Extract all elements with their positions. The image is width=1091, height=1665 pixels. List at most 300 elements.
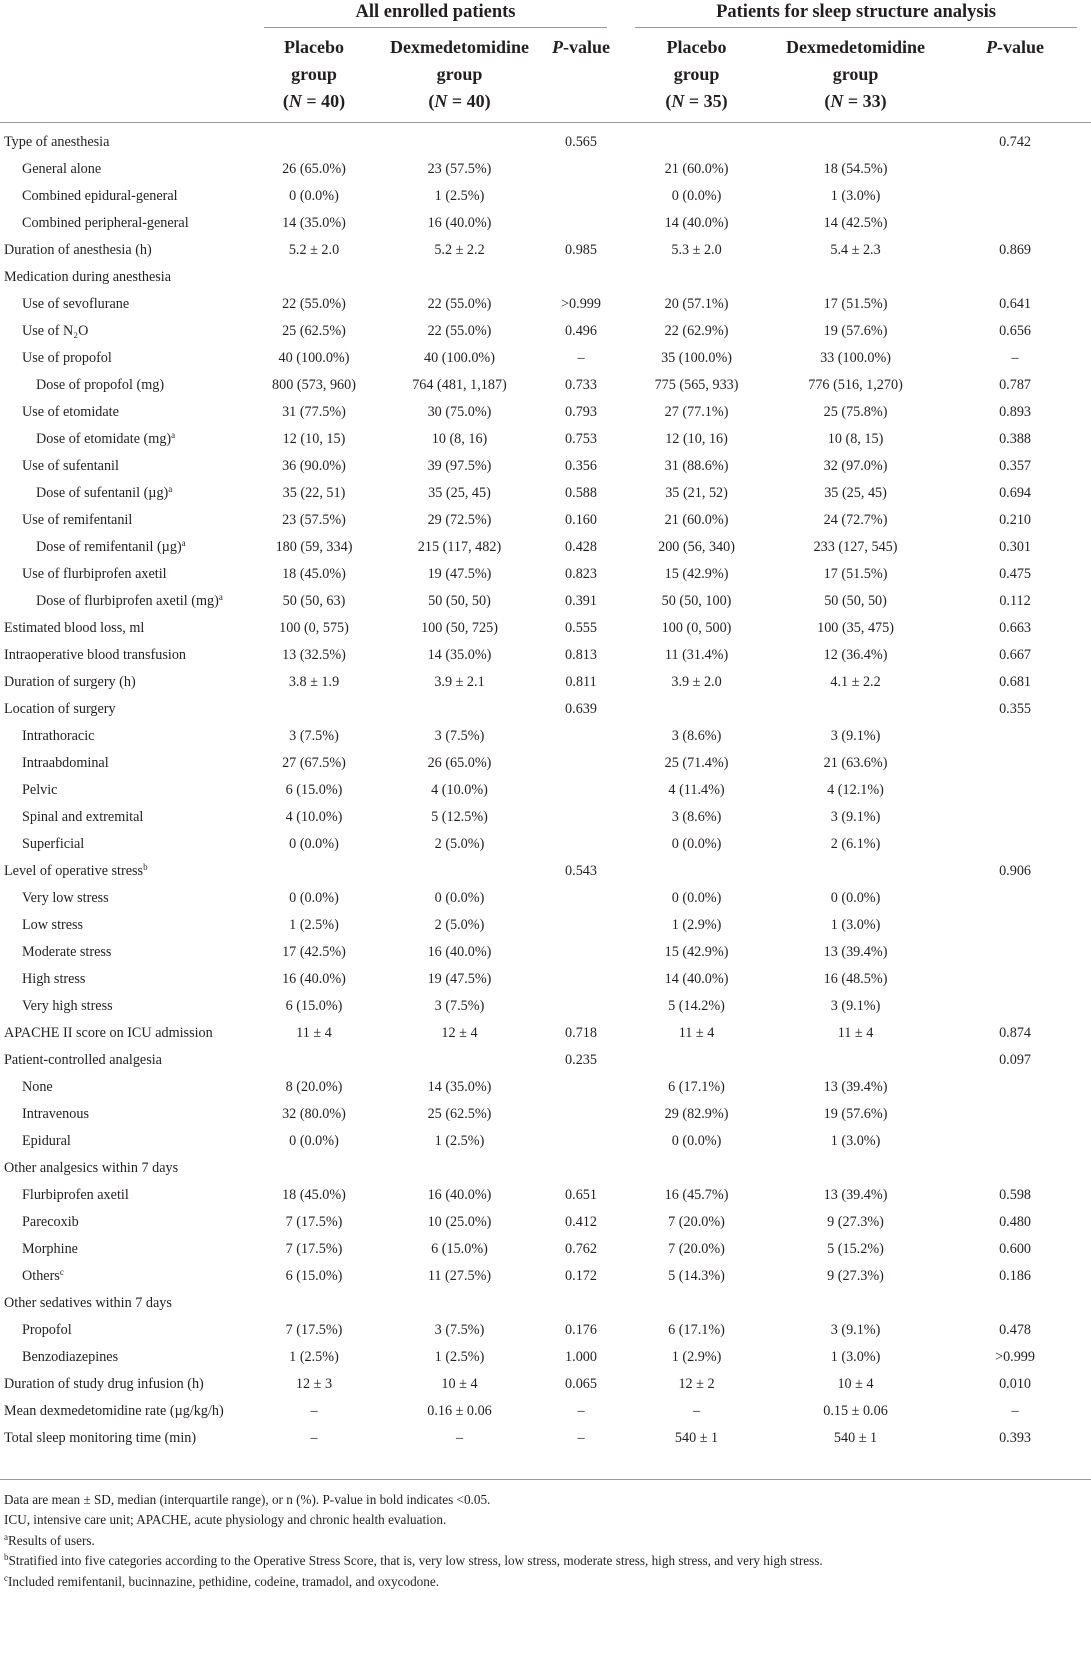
- row-label-footnote-marker: a: [171, 430, 176, 440]
- table-cell: 12 ± 2: [678, 1376, 715, 1392]
- table-cell: 35 (25, 45): [824, 485, 887, 501]
- table-cell: 16 (45.7%): [664, 1187, 729, 1203]
- table-cell: 18 (45.0%): [282, 1187, 346, 1203]
- row-label: [0, 123, 250, 157]
- table-cell: 100 (50, 725): [421, 620, 498, 636]
- row-label: [0, 1425, 250, 1452]
- table-cell: –: [577, 1403, 585, 1419]
- row-label: [0, 1074, 250, 1101]
- table-cell: 0.112: [999, 593, 1031, 609]
- table-cell: 11 ± 4: [678, 1025, 715, 1041]
- table-row: [0, 123, 1091, 157]
- table-cell: 22 (55.0%): [427, 323, 492, 339]
- row-label: [0, 885, 250, 912]
- row-label-text: Duration of anesthesia (h): [4, 242, 152, 258]
- table-row: [0, 939, 1091, 966]
- table-cell: 0.097: [999, 1052, 1031, 1068]
- row-label: [0, 1317, 250, 1344]
- table-cell: 0.823: [565, 566, 597, 582]
- table-cell: 5 (15.2%): [827, 1241, 884, 1257]
- table-cell: 19 (47.5%): [427, 566, 492, 582]
- table-row: [0, 1155, 1091, 1182]
- row-label-footnote-marker: c: [59, 1267, 64, 1277]
- table-cell: 5 (12.5%): [431, 809, 488, 825]
- table-cell: 0.641: [999, 296, 1031, 312]
- table-cell: 7 (20.0%): [668, 1214, 725, 1230]
- table-cell: 23 (57.5%): [427, 161, 492, 177]
- table-cell: 3 (9.1%): [830, 1322, 881, 1338]
- row-label-text: Very high stress: [22, 998, 113, 1014]
- row-label: [0, 345, 250, 372]
- row-label-text: Spinal and extremital: [22, 809, 144, 825]
- row-label: [0, 534, 250, 561]
- column-header-line: (N = 33): [824, 91, 887, 111]
- table-row: [0, 1128, 1091, 1155]
- table-cell: 21 (60.0%): [664, 512, 729, 528]
- row-label-text: Use of N₂O: [22, 323, 89, 339]
- table-cell: 1 (3.0%): [830, 188, 881, 204]
- table-cell: 7 (17.5%): [285, 1322, 343, 1338]
- table-cell: 0.787: [999, 377, 1031, 393]
- column-header-p: P: [552, 37, 564, 57]
- table-cell: 2 (5.0%): [434, 917, 485, 933]
- footnote: [4, 1510, 1091, 1530]
- table-row: [0, 777, 1091, 804]
- table-row: [0, 1317, 1091, 1344]
- table-cell: 0.480: [999, 1214, 1031, 1230]
- table-cell: [939, 183, 1091, 210]
- row-label: [0, 372, 250, 399]
- table-cell: 0.985: [565, 242, 597, 258]
- table-row: [0, 345, 1091, 372]
- table-cell: 12 (10, 15): [282, 431, 346, 447]
- row-label: [0, 804, 250, 831]
- row-label-text: Medication during anesthesia: [4, 269, 172, 285]
- table-cell: 6 (15.0%): [285, 1268, 343, 1284]
- table-row: [0, 1371, 1091, 1398]
- table-cell: [250, 1155, 378, 1182]
- table-cell: 6 (17.1%): [668, 1079, 725, 1095]
- table-cell: 0.906: [999, 863, 1031, 879]
- table-cell: 0.733: [565, 377, 597, 393]
- table-cell: 21 (63.6%): [823, 755, 888, 771]
- table-cell: 0 (0.0%): [289, 188, 339, 204]
- row-label: [0, 1155, 250, 1182]
- table-cell: [939, 939, 1091, 966]
- row-label-text: Very low stress: [22, 890, 109, 906]
- row-label: [0, 696, 250, 723]
- table-cell: –: [310, 1403, 318, 1419]
- table-cell: [541, 966, 621, 993]
- table-row: [0, 1209, 1091, 1236]
- table-cell: 15 (42.9%): [664, 566, 729, 582]
- table-row: [0, 723, 1091, 750]
- row-label-text: Combined peripheral-general: [22, 215, 189, 231]
- row-label-text: Total sleep monitoring time (min): [4, 1430, 197, 1446]
- row-label-text: Use of propofol: [22, 350, 112, 366]
- table-cell: 0 (0.0%): [671, 1133, 722, 1149]
- row-label: [0, 831, 250, 858]
- row-label-text: General alone: [22, 161, 102, 177]
- row-label-text: Intraoperative blood transfusion: [4, 647, 187, 663]
- table-cell: [250, 1047, 378, 1074]
- table-cell: 0.651: [565, 1187, 597, 1203]
- table-cell: 1 (2.5%): [434, 1349, 485, 1365]
- table-row: [0, 1290, 1091, 1317]
- row-label: [0, 1047, 250, 1074]
- table-cell: –: [577, 1430, 585, 1446]
- table-cell: 0.355: [999, 701, 1031, 717]
- table-cell: 17 (42.5%): [282, 944, 346, 960]
- table-cell: [378, 696, 541, 723]
- table-cell: [541, 750, 621, 777]
- table-cell: [939, 885, 1091, 912]
- table-cell: 13 (39.4%): [823, 1079, 888, 1095]
- table-cell: 5.4 ± 2.3: [830, 242, 881, 258]
- row-label-text: Patient-controlled analgesia: [4, 1052, 162, 1068]
- table-cell: 0.475: [999, 566, 1031, 582]
- table-cell: [378, 1290, 541, 1317]
- row-label: [0, 264, 250, 291]
- table-cell: 100 (35, 475): [817, 620, 894, 636]
- table-cell: 0.356: [565, 458, 597, 474]
- table-cell: 0.065: [565, 1376, 597, 1392]
- row-label: [0, 561, 250, 588]
- table-row: [0, 885, 1091, 912]
- table-cell: 33 (100.0%): [820, 350, 891, 366]
- table-cell: 11 (27.5%): [427, 1268, 492, 1284]
- table-cell: 3 (8.6%): [671, 809, 722, 825]
- table-cell: –: [1011, 350, 1019, 366]
- column-header-n: N: [434, 91, 448, 111]
- table-row: [0, 210, 1091, 237]
- table-cell: 21 (60.0%): [664, 161, 729, 177]
- table-cell: 14 (40.0%): [664, 971, 729, 987]
- footnote-marker: a: [4, 1531, 8, 1542]
- column-header-line: Dexmedetomidine: [390, 37, 529, 57]
- table-row: [0, 291, 1091, 318]
- table-cell: 1 (2.5%): [289, 1349, 339, 1365]
- table-cell: [939, 750, 1091, 777]
- table-cell: [250, 1290, 378, 1317]
- table-cell: 3 (8.6%): [671, 728, 722, 744]
- row-label-text: Use of sevoflurane: [22, 296, 130, 312]
- table-cell: [939, 1101, 1091, 1128]
- column-header-p: P: [986, 37, 998, 57]
- row-label-text: Moderate stress: [22, 944, 112, 960]
- row-label-text: Flurbiprofen axetil: [22, 1187, 129, 1203]
- table-cell: [378, 123, 541, 157]
- table-cell: 540 ± 1: [833, 1430, 878, 1446]
- table-cell: –: [310, 1430, 318, 1446]
- row-label-text: Level of operative stress: [4, 863, 144, 879]
- table-cell: 0 (0.0%): [830, 890, 881, 906]
- row-label-text: Use of flurbiprofen axetil: [22, 566, 167, 582]
- row-label-text: Superficial: [22, 836, 85, 852]
- table-cell: [939, 264, 1091, 291]
- table-cell: [378, 264, 541, 291]
- table-cell: [772, 696, 939, 723]
- table-cell: 31 (88.6%): [664, 458, 729, 474]
- row-label-text: Estimated blood loss, ml: [4, 620, 145, 636]
- table-row: [0, 831, 1091, 858]
- table-bottom-rule: [0, 1452, 1091, 1480]
- table-cell: 0.393: [999, 1430, 1031, 1446]
- table-cell: 3 (7.5%): [289, 728, 339, 744]
- table-cell: 2 (6.1%): [830, 836, 881, 852]
- table-cell: 1 (2.9%): [671, 1349, 722, 1365]
- table-cell: –: [1011, 1403, 1019, 1419]
- table-row: [0, 804, 1091, 831]
- table-cell: [250, 264, 378, 291]
- column-header-line: group: [436, 64, 483, 84]
- table-row: [0, 858, 1091, 885]
- table-cell: 800 (573, 960): [272, 377, 356, 393]
- row-label: [0, 1398, 250, 1425]
- row-label: [0, 966, 250, 993]
- table-cell: 4 (12.1%): [827, 782, 884, 798]
- row-label: [0, 1371, 250, 1398]
- table-cell: [939, 1155, 1091, 1182]
- table-cell: [250, 858, 378, 885]
- table-cell: 0.718: [565, 1025, 597, 1041]
- row-label: [0, 1020, 250, 1047]
- row-label-text: Parecoxib: [22, 1214, 79, 1230]
- table-cell: 1 (2.5%): [434, 188, 485, 204]
- table-cell: 5 (14.2%): [668, 998, 725, 1014]
- table-cell: 50 (50, 63): [282, 593, 346, 609]
- table-cell: 6 (15.0%): [285, 998, 343, 1014]
- column-header-line: [541, 61, 621, 88]
- table-cell: [541, 1290, 621, 1317]
- row-label: [0, 669, 250, 696]
- table-row: [0, 1344, 1091, 1371]
- column-header-line: P-value: [986, 37, 1045, 57]
- row-label: [0, 507, 250, 534]
- table-cell: 0.176: [565, 1322, 597, 1338]
- row-label-text: Morphine: [22, 1241, 78, 1257]
- table-cell: 14 (35.0%): [282, 215, 346, 231]
- table-cell: [541, 210, 621, 237]
- table-cell: 1 (3.0%): [830, 917, 881, 933]
- table-cell: 20 (57.1%): [664, 296, 729, 312]
- table-cell: [621, 696, 772, 723]
- table-cell: [939, 156, 1091, 183]
- table-cell: [541, 885, 621, 912]
- table-cell: [939, 993, 1091, 1020]
- column-header-0: [250, 30, 378, 123]
- table-cell: [621, 264, 772, 291]
- table-footnotes: [0, 1480, 1091, 1592]
- table-row: [0, 1398, 1091, 1425]
- table-cell: 0.639: [565, 701, 597, 717]
- table-cell: 19 (57.6%): [823, 1106, 888, 1122]
- table-cell: 0 (0.0%): [434, 890, 485, 906]
- row-label-footnote-marker: a: [168, 484, 173, 494]
- group-header-sleep-analysis: Patients for sleep structure analysis: [621, 0, 1091, 30]
- table-cell: [772, 858, 939, 885]
- table-row: [0, 480, 1091, 507]
- row-label-text: Use of sufentanil: [22, 458, 119, 474]
- row-label: [0, 777, 250, 804]
- footnote: [4, 1531, 1091, 1551]
- table-cell: 0.565: [565, 134, 597, 150]
- table-cell: 40 (100.0%): [278, 350, 350, 366]
- table-cell: [772, 123, 939, 157]
- table-cell: 3 (9.1%): [830, 728, 881, 744]
- row-label: [0, 1101, 250, 1128]
- table-cell: 12 ± 3: [295, 1376, 333, 1392]
- table-row: [0, 561, 1091, 588]
- table-cell: 0.874: [999, 1025, 1031, 1041]
- row-label: [0, 1209, 250, 1236]
- table-row: [0, 1074, 1091, 1101]
- table-cell: 0.598: [999, 1187, 1031, 1203]
- table-cell: [541, 831, 621, 858]
- table-cell: [541, 1155, 621, 1182]
- table-cell: [621, 1047, 772, 1074]
- column-header-line: group: [673, 64, 720, 84]
- row-label: [0, 615, 250, 642]
- table-cell: [772, 1155, 939, 1182]
- table-cell: 32 (97.0%): [823, 458, 888, 474]
- table-cell: 25 (62.5%): [427, 1106, 492, 1122]
- table-cell: 1 (2.9%): [671, 917, 722, 933]
- row-label: [0, 750, 250, 777]
- footnote: [4, 1490, 1091, 1510]
- table-cell: [939, 1074, 1091, 1101]
- table-cell: 215 (117, 482): [417, 539, 502, 555]
- table-cell: 4 (10.0%): [431, 782, 488, 798]
- table-cell: 8 (20.0%): [285, 1079, 343, 1095]
- table-row: [0, 372, 1091, 399]
- row-label-text: Dose of etomidate (mg): [36, 431, 172, 447]
- table-row: [0, 1263, 1091, 1290]
- column-header-line: (N = 40): [428, 91, 491, 111]
- table-cell: 6 (17.1%): [668, 1322, 725, 1338]
- table-cell: 16 (40.0%): [427, 1187, 492, 1203]
- row-label: [0, 318, 250, 345]
- table-cell: 11 (31.4%): [664, 647, 729, 663]
- table-row: [0, 966, 1091, 993]
- table-cell: 0.412: [565, 1214, 597, 1230]
- column-header-n: N: [830, 91, 844, 111]
- footnote: [4, 1551, 1091, 1571]
- table-cell: 0 (0.0%): [289, 836, 339, 852]
- table-cell: [772, 264, 939, 291]
- column-header-line: Dexmedetomidine: [786, 37, 926, 57]
- footnote-text: Included remifentanil, bucinnazine, pethidine, codeine, tramadol, and oxycodone.: [8, 1573, 440, 1589]
- table-cell: 35 (21, 52): [665, 485, 728, 501]
- table-cell: [939, 912, 1091, 939]
- table-cell: 0.235: [565, 1052, 597, 1068]
- table-cell: [541, 264, 621, 291]
- row-label: [0, 1290, 250, 1317]
- table-cell: 14 (40.0%): [664, 215, 729, 231]
- table-cell: 19 (57.6%): [823, 323, 888, 339]
- table-cell: 233 (127, 545): [813, 539, 898, 555]
- table-cell: 0.656: [999, 323, 1031, 339]
- table-cell: 5.2 ± 2.2: [434, 242, 485, 258]
- table-body: [0, 123, 1091, 1480]
- footnote-text: Results of users.: [8, 1532, 95, 1548]
- row-label-text: Pelvic: [22, 782, 58, 798]
- table-cell: 0.588: [565, 485, 597, 501]
- table-cell: 32 (80.0%): [282, 1106, 346, 1122]
- table-row: [0, 399, 1091, 426]
- table-cell: 0.681: [999, 674, 1031, 690]
- table-cell: 13 (39.4%): [823, 944, 888, 960]
- table-cell: 0.172: [565, 1268, 597, 1284]
- table-cell: 7 (20.0%): [668, 1241, 725, 1257]
- table-cell: [541, 1074, 621, 1101]
- row-label: [0, 993, 250, 1020]
- table-cell: 14 (35.0%): [427, 647, 492, 663]
- table-cell: 180 (59, 334): [275, 539, 353, 555]
- table-cell: 0.388: [999, 431, 1031, 447]
- table-cell: 1 (3.0%): [830, 1349, 881, 1365]
- column-header-4: [772, 30, 939, 123]
- table-cell: 7 (17.5%): [285, 1241, 343, 1257]
- table-row: [0, 912, 1091, 939]
- table-cell: 0.478: [999, 1322, 1031, 1338]
- column-header-line: P-value: [552, 37, 611, 57]
- table-cell: 3.8 ± 1.9: [288, 674, 340, 690]
- row-label-text: Use of remifentanil: [22, 512, 133, 528]
- table-cell: 0.543: [565, 863, 597, 879]
- table-cell: [541, 183, 621, 210]
- table-cell: 17 (51.5%): [823, 296, 888, 312]
- table-cell: [621, 858, 772, 885]
- table-cell: 30 (75.0%): [427, 404, 492, 420]
- table-cell: 0.667: [999, 647, 1031, 663]
- column-header-5: [939, 30, 1091, 123]
- table-cell: [939, 210, 1091, 237]
- table-cell: 0 (0.0%): [289, 890, 339, 906]
- table-row: [0, 183, 1091, 210]
- row-label: [0, 1182, 250, 1209]
- footnote-text: Data are mean ± SD, median (interquartile range), or n (%). P-value in bold indicates <0.05.: [4, 1492, 491, 1507]
- table-row: [0, 1047, 1091, 1074]
- table-cell: 12 ± 4: [441, 1025, 478, 1041]
- table-cell: 0.793: [565, 404, 597, 420]
- table-cell: 0.496: [565, 323, 597, 339]
- table-cell: 0.391: [565, 593, 597, 609]
- table-cell: 29 (82.9%): [664, 1106, 729, 1122]
- row-label: [0, 912, 250, 939]
- table-cell: 0 (0.0%): [671, 836, 722, 852]
- table-row: [0, 318, 1091, 345]
- table-cell: [250, 696, 378, 723]
- table-cell: 27 (77.1%): [664, 404, 729, 420]
- table-row: [0, 642, 1091, 669]
- table-cell: [939, 723, 1091, 750]
- table-cell: –: [692, 1403, 701, 1419]
- column-header-3: [621, 30, 772, 123]
- column-header-line: Placebo: [666, 37, 727, 57]
- table-cell: 0.893: [999, 404, 1031, 420]
- table-cell: 1 (2.5%): [289, 917, 339, 933]
- table-row: [0, 1425, 1091, 1452]
- table-cell: 27 (67.5%): [282, 755, 346, 771]
- table-cell: [621, 1155, 772, 1182]
- column-header-1: [378, 30, 541, 123]
- row-label: [0, 858, 250, 885]
- table-cell: 4 (10.0%): [285, 809, 343, 825]
- table-cell: 50 (50, 50): [824, 593, 887, 609]
- table-cell: 35 (25, 45): [428, 485, 491, 501]
- table-cell: 35 (100.0%): [661, 350, 732, 366]
